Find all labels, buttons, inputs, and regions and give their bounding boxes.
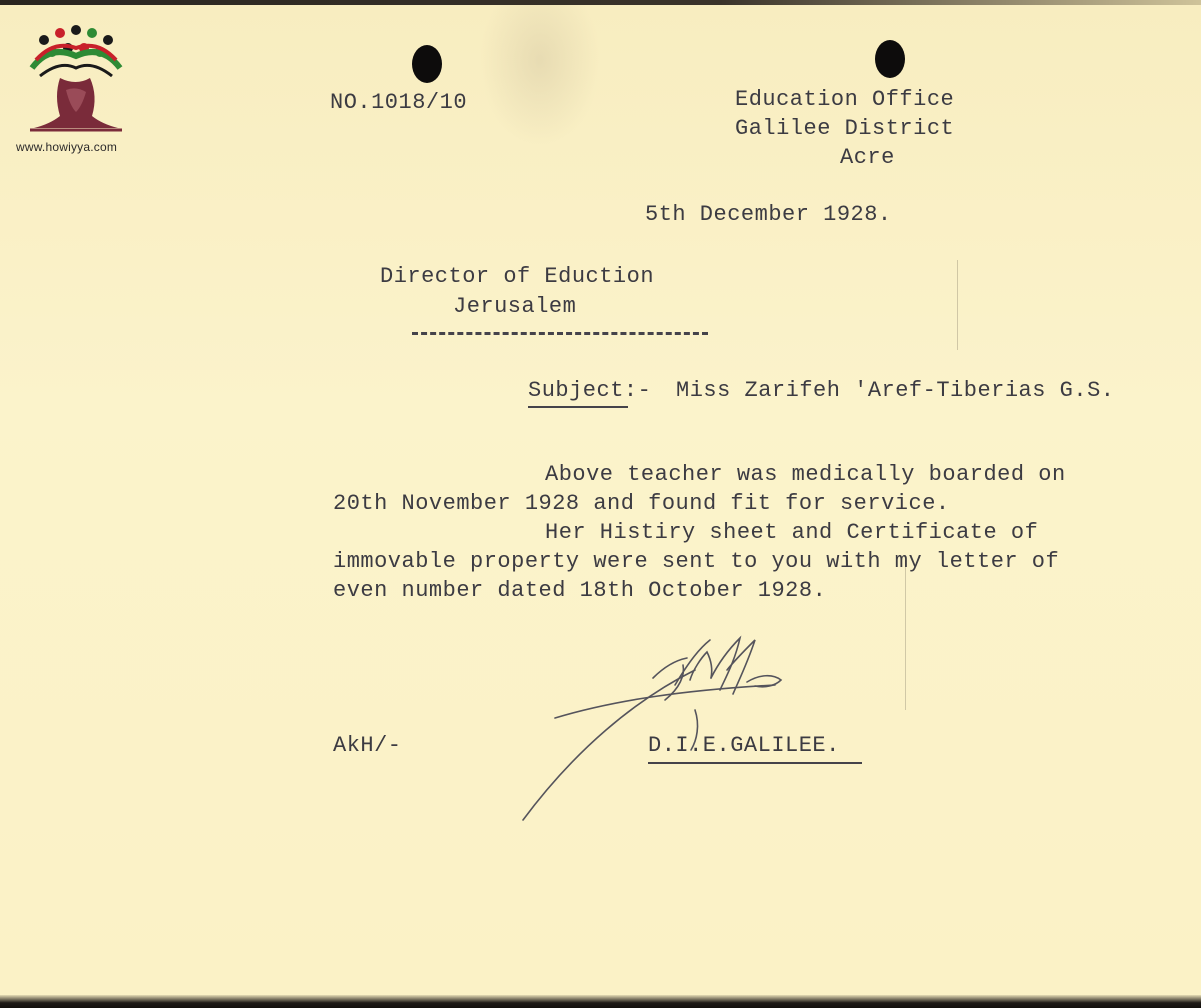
paper-crease — [905, 560, 906, 710]
dashed-separator — [412, 332, 708, 335]
letter-date: 5th December 1928. — [645, 202, 892, 227]
subject-underline — [528, 406, 628, 408]
body-line-2: 20th November 1928 and found fit for service. — [333, 491, 950, 516]
tree-with-people-logo-icon — [10, 16, 140, 140]
body-line-4: immovable property were sent to you with my letter of — [333, 549, 1060, 574]
subject-label: Subject:- — [528, 378, 652, 403]
bottom-scan-edge — [0, 995, 1201, 1008]
punch-hole — [875, 40, 905, 78]
reference-number: NO.1018/10 — [330, 90, 468, 115]
body-line-5: even number dated 18th October 1928. — [333, 578, 827, 603]
recipient-line-1: Director of Eduction — [380, 264, 655, 289]
sender-address-line-3: Acre — [840, 145, 895, 170]
handwritten-signature — [515, 630, 835, 830]
sender-address-line-2: Galilee District — [735, 116, 955, 141]
body-line-3: Her Histiry sheet and Certificate of — [545, 520, 1039, 545]
watermark-site-text: www.howiyya.com — [16, 140, 118, 154]
howiyya-logo — [10, 16, 140, 158]
signatory-title: D.I.E.GALILEE. — [648, 733, 840, 758]
subject-text: Miss Zarifeh 'Aref-Tiberias G.S. — [676, 378, 1115, 403]
signatory-underline — [648, 762, 862, 764]
sender-address-line-1: Education Office — [735, 87, 955, 112]
recipient-line-2: Jerusalem — [453, 294, 577, 319]
paper-crease — [957, 260, 958, 350]
punch-hole — [412, 45, 442, 83]
body-line-1: Above teacher was medically boarded on — [545, 462, 1066, 487]
top-scan-edge — [0, 0, 1201, 5]
typist-initials: AkH/- — [333, 733, 402, 758]
